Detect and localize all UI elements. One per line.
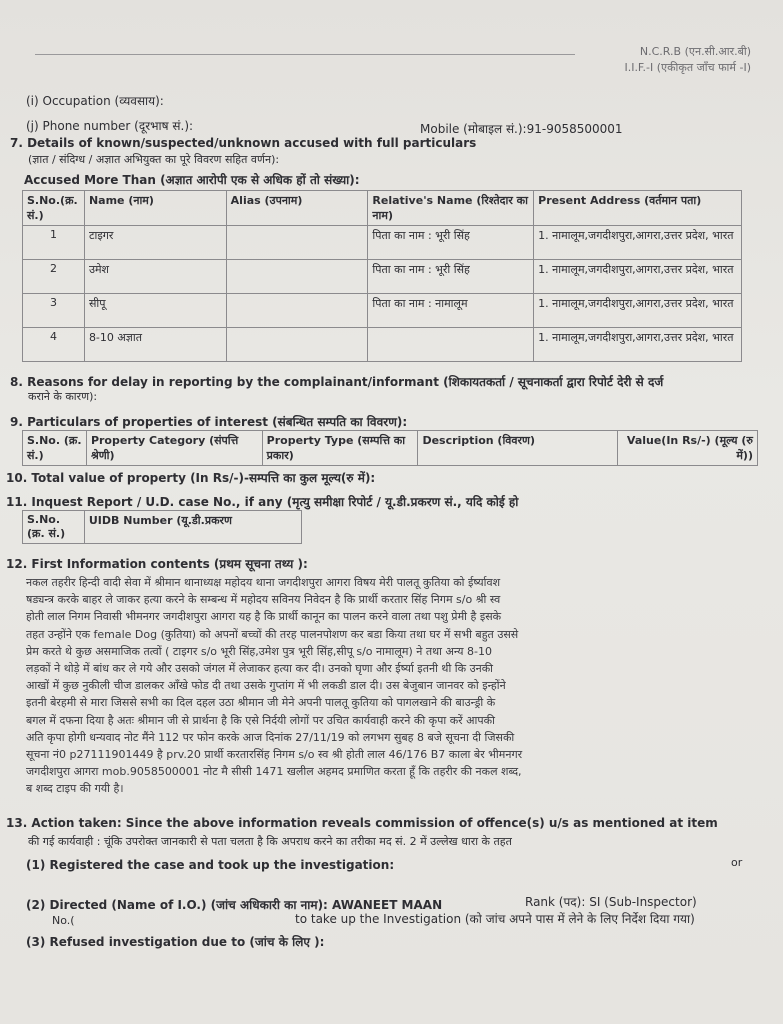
- cell-name: उमेश: [84, 260, 226, 294]
- fir-text-line: सूचना नं0 p27111901449 है prv.20 प्रार्थी करतारसिंह निगम s/o स्व श्री होती लाल 46/176 B7 काला बेर भीमनगर: [26, 748, 523, 762]
- cell-sno: 3: [23, 294, 85, 328]
- section7-title: 7. Details of known/suspected/unknown accused with full particulars: [10, 136, 477, 150]
- header-iif: I.I.F.-I (एकीकृत जाँच फार्म -I): [624, 61, 751, 74]
- col-property-category: Property Category (संपत्ति श्रेणी): [86, 431, 262, 466]
- property-table: [22, 430, 758, 466]
- section9-title: 9. Particulars of properties of interest (संबन्धित सम्पति का विवरण):: [10, 415, 408, 429]
- cell-address: 1. नामालूम,जगदीशपुरा,आगरा,उत्तर प्रदेश, भारत: [534, 226, 742, 260]
- mobile-number: Mobile (मोबाइल सं.):91-9058500001: [420, 122, 623, 136]
- fir-text-line: इतनी बेरहमी से मारा जिससे सभी का दिल दहल उठा श्रीमान जी मेने अपनी पालतू कुतिया को पागलखाने की बाउन्ड्री के: [26, 696, 496, 710]
- fir-text-line: षड्यन्त्र करके बाहर ले जाकर हत्या करने के सम्बन्ध में महोदय सविनय निवेदन है कि प्रार्थी करतार सिंह निगम s/o श्री स्व: [26, 593, 501, 607]
- action-or: or: [731, 856, 743, 869]
- fir-text-line: प्रेम करते थे कुछ असमाजिक तत्वों ( टाइगर s/o भूरी सिंह,उमेश पुत्र भूरी सिंह,सीपू s/o नामालूम) ने तथा अन्य 8-10: [26, 644, 492, 658]
- action-registered: (1) Registered the case and took up the investigation:: [26, 858, 395, 872]
- fir-text-line: आखों में कुछ नुकीली चीज डालकर आँखे फोड दी तथा उसके गुप्तांग में भी लकडी डाल दी। उस बेजुबान जानवर को इन्होंने: [26, 679, 506, 693]
- cell-alias: [226, 328, 368, 362]
- col-alias: Alias (उपनाम): [226, 191, 368, 226]
- cell-sno: 2: [23, 260, 85, 294]
- col-relative: Relative's Name (रिश्तेदार का नाम): [368, 191, 534, 226]
- col-value: Value(In Rs/-) (मूल्य (रु में)): [618, 431, 758, 466]
- section8-title: 8. Reasons for delay in reporting by the complainant/informant (शिकायतकर्ता / सूचनाकर्ता द्वारा रिपोर्ट देरी से दर्ज: [10, 375, 664, 389]
- cell-relative: पिता का नाम : भूरी सिंह: [368, 260, 534, 294]
- col-address: Present Address (वर्तमान पता): [534, 191, 742, 226]
- fir-text-line: अति कृपा होगी धन्यवाद नोट मैंने 112 पर फोन करके आज दिनांक 27/11/19 को लगभग सुबह 8 बजे सूचना दी जिसकी: [26, 730, 515, 744]
- io-rank: Rank (पद): SI (Sub-Inspector): [525, 895, 697, 909]
- phone-label: (j) Phone number (दूरभाष सं.):: [26, 119, 194, 133]
- accused-more-than: Accused More Than (अज्ञात आरोपी एक से अधिक हों तो संख्या):: [24, 173, 360, 187]
- cell-alias: [226, 260, 368, 294]
- cell-relative: पिता का नाम : भूरी सिंह: [368, 226, 534, 260]
- cell-address: 1. नामालूम,जगदीशपुरा,आगरा,उत्तर प्रदेश, भारत: [534, 260, 742, 294]
- section10-title: 10. Total value of property (In Rs/-)-सम्पत्ति का कुल मूल्य(रु में):: [6, 471, 376, 485]
- col-sno: S.No. (क्र. सं.): [23, 511, 85, 544]
- section12-title: 12. First Information contents (प्रथम सूचना तथ्य ):: [6, 557, 308, 571]
- inquest-table: [22, 510, 302, 544]
- fir-text-line: ब शब्द टाइप की गयी है।: [26, 782, 124, 796]
- fir-text-line: तहत उन्होंने एक female Dog (कुतिया) को अपनों बच्चों की तरह पालनपोशण कर बडा किया तथा घर में सभी बहुत उससे: [26, 627, 519, 641]
- inquest-table-header: [23, 511, 302, 544]
- accused-table-header: [23, 191, 742, 226]
- accused-table: [22, 190, 742, 362]
- header-divider: [35, 54, 575, 55]
- fir-text-line: बगल में दफना दिया है अतः श्रीमान जी से प्रार्थना है कि एसे निर्दयी लोगों पर उचित कार्यवाही करने की कृपा करें आपकी: [26, 713, 495, 727]
- cell-address: 1. नामालूम,जगदीशपुरा,आगरा,उत्तर प्रदेश, भारत: [534, 294, 742, 328]
- fir-text-line: लड़कों ने थोड़े में बांध कर ले गये और उसको जंगल में लेजाकर हत्या कर दी। उनको घृणा और ईर्ष्या इतनी थी कि उनकी: [26, 662, 494, 676]
- header-ncrb: N.C.R.B (एन.सी.आर.बी): [639, 45, 751, 58]
- section13-title: 13. Action taken: Since the above information reveals commission of offence(s) u/s as mentioned at item: [6, 816, 718, 830]
- fir-text-line: होती लाल निगम निवासी भीमनगर जगदीशपुरा आगरा यह है कि प्रार्थी कानून का पालन करने वाला तथा पशु प्रेमी है इसके: [26, 610, 502, 624]
- section8-subtitle: कराने के कारण):: [28, 390, 98, 403]
- cell-name: 8-10 अज्ञात: [84, 328, 226, 362]
- table-row: [23, 260, 742, 294]
- io-take-up: to take up the Investigation (को जांच अपने पास में लेने के लिए निर्देश दिया गया): [295, 912, 695, 926]
- occupation-label: (i) Occupation (व्यवसाय):: [26, 94, 164, 108]
- cell-name: टाइगर: [84, 226, 226, 260]
- cell-relative: [368, 328, 534, 362]
- table-row: [23, 226, 742, 260]
- cell-alias: [226, 226, 368, 260]
- cell-sno: 1: [23, 226, 85, 260]
- col-uidb-number: UIDB Number (यू.डी.प्रकरण: [84, 511, 301, 544]
- first-information-contents: [26, 574, 716, 798]
- table-row: [23, 294, 742, 328]
- cell-sno: 4: [23, 328, 85, 362]
- section11-title: 11. Inquest Report / U.D. case No., if any (मृत्यु समीक्षा रिपोर्ट / यू.डी.प्रकरण सं., यदि कोई हो: [6, 495, 519, 509]
- col-property-type: Property Type (सम्पत्ति का प्रकार): [262, 431, 418, 466]
- cell-relative: पिता का नाम : नामालूम: [368, 294, 534, 328]
- action-refused: (3) Refused investigation due to (जांच के लिए ):: [26, 935, 325, 949]
- io-number: No.(: [52, 914, 75, 927]
- table-row: [23, 328, 742, 362]
- cell-name: सीपू: [84, 294, 226, 328]
- col-description: Description (विवरण): [418, 431, 618, 466]
- col-sno: S.No.(क्र. सं.): [23, 191, 85, 226]
- col-name: Name (नाम): [84, 191, 226, 226]
- action-directed-io: (2) Directed (Name of I.O.) (जांच अधिकारी का नाम): AWANEET MAAN: [26, 898, 443, 912]
- cell-alias: [226, 294, 368, 328]
- property-table-header: [23, 431, 758, 466]
- section7-subtitle: (ज्ञात / संदिग्ध / अज्ञात अभियुक्त का पूरे विवरण सहित वर्णन):: [28, 153, 280, 166]
- section13-subtitle: की गई कार्यवाही : चूंकि उपरोक्त जानकारी से पता चलता है कि अपराध करने का तरीका मद सं. 2 में उल्लेख धारा के तहत: [28, 835, 512, 848]
- cell-address: 1. नामालूम,जगदीशपुरा,आगरा,उत्तर प्रदेश, भारत: [534, 328, 742, 362]
- col-sno: S.No. (क्र. सं.): [23, 431, 87, 466]
- fir-text-line: जगदीशपुरा आगरा mob.9058500001 नोट मै सीसी 1471 खलील अहमद प्रमाणित करता हूँ कि तहरीर की नकल शब्द,: [26, 765, 522, 779]
- fir-text-line: नकल तहरीर हिन्दी वादी सेवा में श्रीमान थानाध्यक्ष महोदय थाना जगदीशपुरा आगरा विषय मेरी पालतू कुतिया को ईर्ष्यावश: [26, 576, 501, 589]
